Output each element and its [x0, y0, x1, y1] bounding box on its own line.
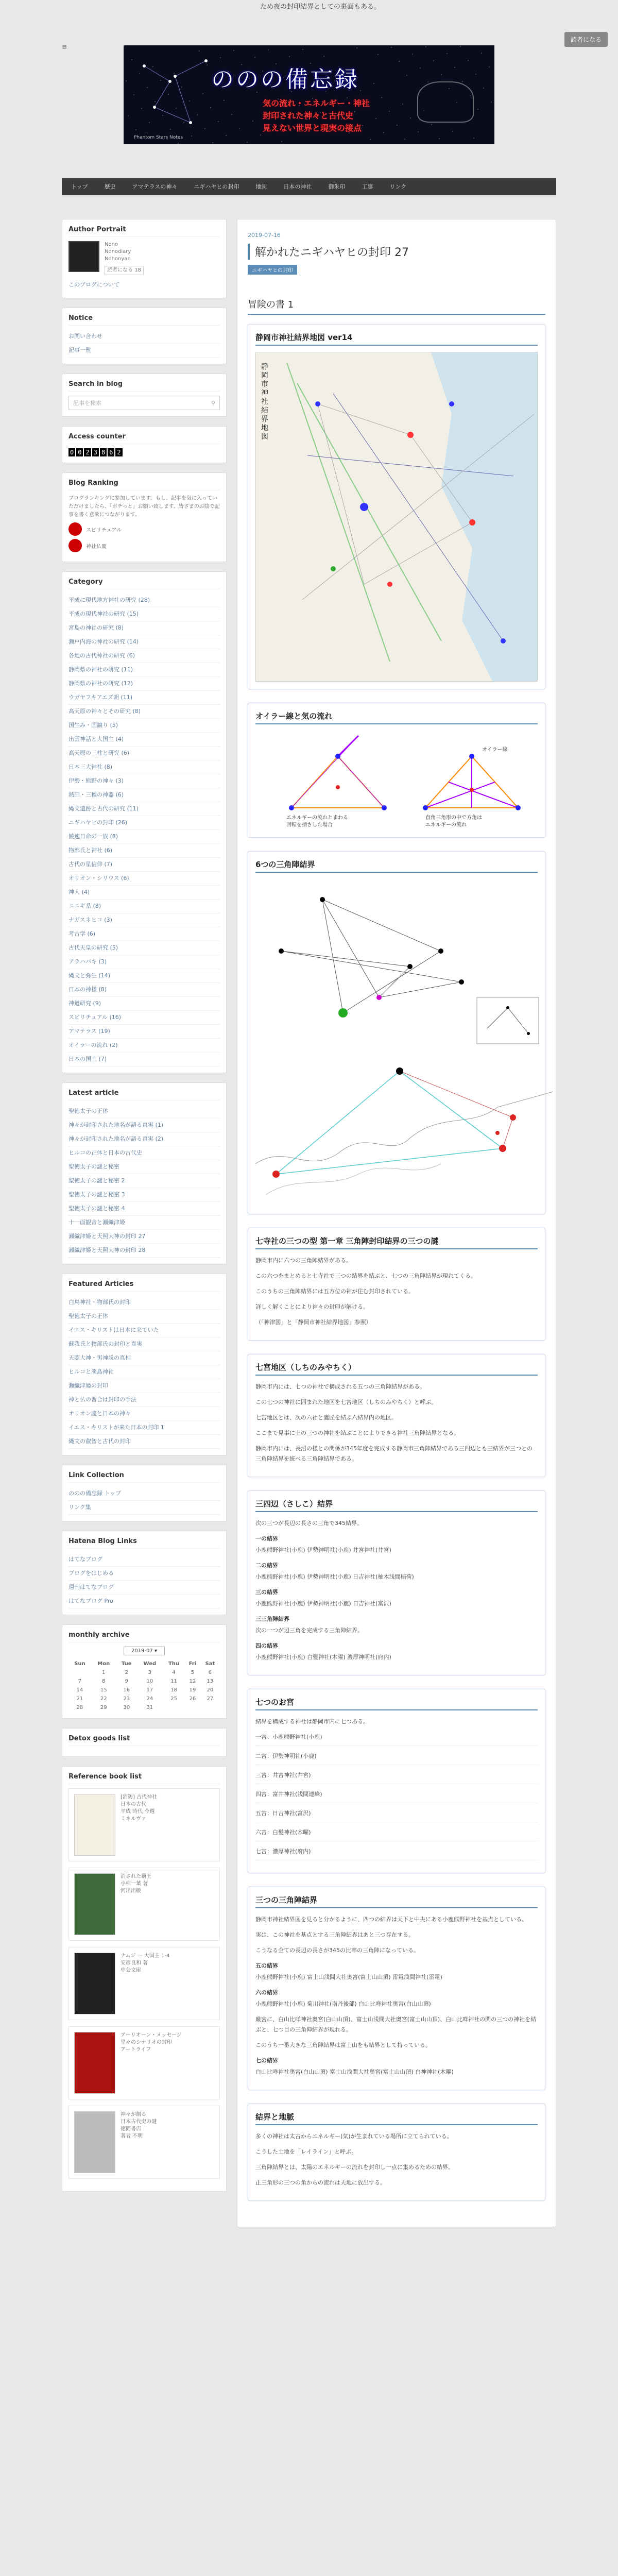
latest-article-link[interactable]: 聖徳太子の謎と秘密 4 — [68, 1202, 220, 1216]
section-sashiko-title: 三四辺（さしこ）結界 — [255, 1498, 538, 1512]
calendar-day[interactable]: 15 — [100, 1687, 107, 1693]
euler-title: オイラー線と気の流れ — [255, 710, 538, 724]
shrine-list-item: 五宮：日吉神社(富沢) — [255, 1808, 538, 1822]
kekkai-heading: 六の結界 — [255, 1989, 278, 1996]
category-list — [68, 594, 220, 1066]
kekkai-heading: 二の結界 — [255, 1562, 278, 1569]
kekkai-shrines: 小鹿熊野神社(小鹿) 白髪神社(木曜) 濃厚神明社(府内) — [255, 1654, 391, 1660]
search-title: Search in blog — [68, 380, 220, 392]
category-link[interactable]: スピリチュアル (16) — [68, 1011, 220, 1025]
paragraph: 実は、この神社を基点とする三角陣結界はあと三つ存在する。 — [255, 1931, 414, 1938]
calendar-day[interactable]: 16 — [123, 1687, 130, 1693]
book-text: 著者 不明 — [121, 2133, 143, 2139]
calendar-day[interactable]: 14 — [76, 1687, 83, 1693]
category-link[interactable]: 古代天皇の研究 (5) — [68, 941, 220, 955]
calendar-day[interactable]: 26 — [189, 1696, 196, 1702]
hatena-link[interactable]: はてなブログ — [68, 1553, 220, 1567]
category-link[interactable]: 日本三大神社 (8) — [68, 760, 220, 774]
latest-box — [62, 1082, 227, 1264]
paragraph: 三角陣結界とは、太陽のエネルギーの流れを封印し一点に集めるための結界。 — [255, 2164, 454, 2171]
category-link[interactable]: 平成の現代神社の研究 (15) — [68, 607, 220, 621]
calendar-weekday: Thu — [168, 1661, 180, 1667]
calendar-day[interactable]: 30 — [123, 1705, 130, 1710]
category-link[interactable]: 平成に現代地方神社の研究 (28) — [68, 594, 220, 607]
category-link[interactable]: 日本の神様 (8) — [68, 983, 220, 997]
category-link[interactable]: 神道研究 (9) — [68, 997, 220, 1011]
featured-article-link[interactable]: 神と仏の習合は封印の手法 — [68, 1393, 220, 1407]
book-text: 平成 時代 今週 — [121, 1809, 155, 1815]
paragraph: こうした土地を「レイライン」と呼ぶ。 — [255, 2148, 357, 2155]
section-three-types-title: 七寺社の三つの型 第一章 三角陣封印結界の三つの謎 — [255, 1235, 538, 1249]
post-category-tag[interactable]: ニギハヤヒの封印 — [248, 265, 297, 275]
ranking-title: Blog Ranking — [68, 479, 220, 490]
paragraph: 静岡市神社結界図を見ると分かるように、四つの結界は天下と中央にある小鹿熊野神社を基点としている。 — [255, 1916, 527, 1923]
hatena-link[interactable]: 週刊はてなブログ — [68, 1581, 220, 1595]
ranking-box — [62, 472, 227, 562]
banner-title: ののの備忘録 — [211, 66, 359, 93]
section-ley-lines-title: 結界と地脈 — [255, 2111, 538, 2125]
latest-article-link[interactable]: 瀬織津姫と天照大神の封印 28 — [68, 1244, 220, 1258]
category-link[interactable]: 瀬戸内海の神社の研究 (14) — [68, 635, 220, 649]
section-three-triangles-title: 三つの三角陣結界 — [255, 1894, 538, 1908]
calendar-day[interactable]: 13 — [207, 1679, 214, 1684]
banner-line-3: 見えない世界と現実の接点 — [263, 123, 362, 133]
kekkai-shrines: 厳密に、白山比咩神社奥宮(白山山頂)、富士山浅間大社奥宮(富士山山頂)、白山比咩神社の間の三つの神社を結ぶと、七つ目の三角陣結界が現れる。 — [255, 2016, 537, 2033]
category-link[interactable]: 日本の国土 (7) — [68, 1053, 220, 1066]
calendar-day[interactable] — [68, 1668, 91, 1677]
contact-link[interactable]: お問い合わせ — [68, 330, 220, 344]
calendar-weekday: Mon — [97, 1661, 110, 1667]
goods-title: Detox goods list — [68, 1735, 220, 1746]
euler-caption-left-2: 回転を指さした場合 — [286, 822, 333, 828]
book-info — [121, 1873, 151, 1935]
nav-item-amaterasu[interactable]: アマテラスの神々 — [132, 183, 178, 190]
author-id: Nonodiary — [105, 249, 131, 255]
sidebar — [62, 219, 227, 2201]
banner-line-2: 封印された神々と古代史 — [263, 111, 354, 121]
euler-caption-right-2: エネルギーの流れ — [425, 822, 467, 828]
hatena-link[interactable]: はてなブログ Pro — [68, 1595, 220, 1608]
calendar-day[interactable]: 23 — [123, 1696, 130, 1702]
euler-caption-right-1: 直角三角形の中で方角は — [425, 815, 482, 821]
euler-diagram[interactable] — [255, 731, 553, 828]
category-link[interactable]: ニギハヤヒの封印 (26) — [68, 816, 220, 830]
latest-article-link[interactable]: 聖徳太子の謎と秘密 3 — [68, 1188, 220, 1202]
kekkai-shrines: 小鹿熊野神社(小鹿) 伊勢神明社(小鹿) 日吉神社(富沢) — [255, 1600, 391, 1607]
book-text[interactable]: ナムジ ― 大国主 1-4 — [121, 1953, 170, 1959]
category-link[interactable]: 神人 (4) — [68, 886, 220, 900]
paragraph: この七つの神社に囲まれた地区を七宮地区（しちのみやちく）と呼ぶ。 — [255, 1399, 437, 1405]
paragraph: 正三角形の三つの角からの流れは天地に放出する。 — [255, 2179, 386, 2186]
book-text: ミネルヴァ — [121, 1816, 146, 1822]
calendar-weekday: Fri — [188, 1661, 197, 1667]
latest-article-link[interactable]: 聖徳太子の謎と秘密 — [68, 1160, 220, 1174]
paragraph: 詳しく解くことにより神々の封印が解ける。 — [255, 1303, 369, 1310]
ranking-text: ブログランキングに参加しています。もし、記事を気に入っていただけましたら、「ポチっと」お願い致します。皆さまのお陰で記事を書く意欲につながります。 — [68, 496, 220, 518]
category-link[interactable]: 高天原の神々とその研究 (8) — [68, 705, 220, 719]
nav-item-goshuin[interactable]: 御朱印 — [328, 183, 346, 190]
book-text[interactable]: [消防] 古代神社 — [121, 1794, 157, 1800]
featured-list — [68, 1296, 220, 1449]
book-text: 小椋一葉 著 — [121, 1881, 148, 1887]
category-link[interactable]: 考古学 (6) — [68, 927, 220, 941]
triangles-title: 6つの三角陣結界 — [255, 859, 538, 873]
book-text[interactable]: アーリオーン・メッセージ — [121, 2032, 182, 2038]
author-avatar[interactable] — [68, 241, 99, 272]
euler-section — [248, 703, 545, 838]
main-content — [237, 219, 556, 2227]
calendar-day[interactable]: 11 — [170, 1679, 177, 1684]
calendar-day[interactable]: 25 — [170, 1696, 177, 1702]
category-link[interactable]: アマテラス (19) — [68, 1025, 220, 1039]
book-text: 星々のシナリオの封印 — [121, 2040, 172, 2045]
kekkai-heading: 一の結界 — [255, 1535, 278, 1542]
hatena-box — [62, 1531, 227, 1615]
section-shichinomiya-title: 七宮地区（しちのみやちく） — [255, 1362, 538, 1376]
latest-article-link[interactable]: ヒルコの正体と日本の古代史 — [68, 1146, 220, 1160]
kekkai-shrines: 白山比咩神社奥宮(白山山頂) 富士山浅間大社奥宮(富士山山頂) 白神神社(木曜) — [255, 2069, 454, 2075]
collection-link[interactable]: ののの備忘録 トップ — [68, 1487, 220, 1501]
post-title[interactable]: 解かれたニギハヤヒの封印 27 — [248, 244, 545, 260]
book-info — [121, 2111, 157, 2173]
cat-icon — [417, 81, 474, 123]
author-box — [62, 219, 227, 298]
book-item[interactable] — [68, 1788, 220, 1861]
book-text: 徳間書店 — [121, 2126, 141, 2132]
map-section — [248, 324, 545, 689]
kekkai-heading: 七の結界 — [255, 2057, 278, 2064]
calendar-day[interactable]: 24 — [146, 1696, 153, 1702]
about-link[interactable]: このブログについて — [68, 281, 119, 288]
collection-link[interactable]: リンク集 — [68, 1501, 220, 1515]
subscribe-button[interactable]: 読者になる — [564, 32, 608, 47]
book-text: 日本の古代 — [121, 1802, 146, 1807]
nav-item-history[interactable]: 歴史 — [104, 183, 116, 190]
menu-mark[interactable]: ≡ — [62, 43, 67, 50]
kekkai-shrines: 小鹿熊野神社(小鹿) 伊勢神明社(小鹿) 日吉神社(柚木浅間稲荷) — [255, 1573, 414, 1580]
category-link[interactable]: オリオン・シリウス (6) — [68, 872, 220, 886]
shrine-list-item: 七宮：濃厚神社(府内) — [255, 1846, 538, 1860]
category-link[interactable]: 古代の星信仰 (7) — [68, 858, 220, 872]
section-three-types — [248, 1228, 545, 1341]
book-item[interactable] — [68, 2106, 220, 2179]
chapter-heading: 冒険の書 1 — [248, 297, 545, 315]
calendar-day[interactable]: 7 — [78, 1679, 82, 1684]
calendar-weekday: Wed — [143, 1661, 157, 1667]
calendar-day[interactable]: 31 — [146, 1705, 153, 1710]
hatena-title: Hatena Blog Links — [68, 1537, 220, 1549]
category-link[interactable]: ニニギ系 (8) — [68, 900, 220, 913]
book-text: 中公文庫 — [121, 1968, 141, 1973]
kekkai-heading: 四の結界 — [255, 1642, 278, 1649]
goods-box — [62, 1728, 227, 1757]
search-placeholder: 記事を検索 — [73, 400, 101, 406]
calendar-day[interactable]: 12 — [189, 1679, 196, 1684]
latest-article-link[interactable]: 神々が封印された地名が語る真実 (2) — [68, 1132, 220, 1146]
featured-article-link[interactable]: 縄文の叡智と古代の封印 — [68, 1435, 220, 1449]
category-title: Category — [68, 578, 220, 589]
books-box — [62, 1766, 227, 2192]
ranking-icon — [68, 522, 82, 536]
book-text[interactable]: 消された覇王 — [121, 1874, 151, 1879]
calendar-day[interactable]: 8 — [102, 1679, 106, 1684]
featured-article-link[interactable]: 蘇我氏と物部氏の封印と真実 — [68, 1337, 220, 1351]
nav-item-works[interactable]: 工事 — [362, 183, 373, 190]
book-cover[interactable] — [74, 1873, 115, 1935]
book-item[interactable] — [68, 1868, 220, 1941]
featured-article-link[interactable]: 瀬織津姫の封印 — [68, 1379, 220, 1393]
kekkai-heading: 三の結界 — [255, 1589, 278, 1596]
paragraph: 多くの神社は太古からエネルギー(気)が生まれている場所に立てられている。 — [255, 2133, 453, 2140]
nav-item-top[interactable]: トップ — [71, 183, 88, 190]
article — [237, 219, 556, 2227]
archive-box — [62, 1624, 227, 1719]
latest-article-link[interactable]: 聖徳太子の正体 — [68, 1105, 220, 1118]
notice-title: Notice — [68, 314, 220, 326]
book-cover[interactable] — [74, 1794, 115, 1856]
calendar-day[interactable]: 29 — [100, 1705, 107, 1710]
shrine-map-image[interactable] — [255, 352, 538, 682]
map-title: 静岡市神社結界地図 ver14 — [255, 332, 538, 346]
category-link[interactable]: 出雲神話と大国主 (4) — [68, 733, 220, 747]
nav-item-shrines[interactable]: 日本の神社 — [283, 183, 312, 190]
ranking-shrine[interactable]: 神社仏閣 — [68, 539, 220, 552]
latest-list — [68, 1105, 220, 1258]
category-link[interactable]: アラハバキ (3) — [68, 955, 220, 969]
book-cover[interactable] — [74, 2032, 115, 2094]
featured-box — [62, 1274, 227, 1455]
kekkai-heading: 五の結界 — [255, 1962, 278, 1969]
archive-month-select[interactable]: 2019-07 ▾ — [124, 1647, 165, 1655]
calendar-weekday: Sun — [74, 1661, 85, 1667]
shrine-list-item: 六宮：白髪神社(木曜) — [255, 1827, 538, 1841]
section-seven-shrines-intro: 結界を構成する神社は静岡市内に七つある。 — [255, 1718, 369, 1725]
shrine-list-item: 三宮：井宮神社(井宮) — [255, 1770, 538, 1784]
post-date[interactable]: 2019-07-16 — [248, 232, 281, 239]
book-text: 日本古代史の謎 — [121, 2119, 157, 2125]
calendar-day[interactable]: 9 — [125, 1679, 128, 1684]
top-area — [0, 0, 618, 36]
calendar-day[interactable] — [163, 1703, 185, 1712]
kekkai-shrines: 次の一つが辺三角を完成する三角陣結界。 — [255, 1627, 363, 1634]
counter-box — [62, 426, 227, 463]
archive-calendar — [68, 1659, 220, 1712]
calendar-day[interactable]: 17 — [146, 1687, 153, 1693]
blog-banner[interactable] — [124, 45, 494, 144]
paragraph: 七宮地区とは、次の六社と鷹匠を結ぶ六結界内の地区。 — [255, 1414, 397, 1421]
calendar-day[interactable]: 3 — [148, 1670, 152, 1675]
calendar-day[interactable]: 10 — [146, 1679, 153, 1684]
category-link[interactable]: 縄文遺跡と古代の研究 (11) — [68, 802, 220, 816]
calendar-day[interactable]: 28 — [76, 1705, 83, 1710]
calendar-day[interactable]: 27 — [207, 1696, 214, 1702]
featured-article-link[interactable]: イエス・キリストが来た日本の封印 1 — [68, 1421, 220, 1435]
counter-title: Access counter — [68, 433, 220, 444]
shrine-list-item: 一宮：小鹿熊野神社(小鹿) — [255, 1732, 538, 1746]
large-triangle-map[interactable] — [255, 1050, 553, 1205]
book-info — [121, 1794, 157, 1856]
category-link[interactable]: 高天原の三柱と研究 (6) — [68, 747, 220, 760]
calendar-day[interactable]: 19 — [189, 1687, 196, 1693]
follow-button[interactable]: 読者になる 18 — [105, 266, 144, 275]
archive-title: monthly archive — [68, 1631, 220, 1642]
category-link[interactable]: 饒速日命の一族 (8) — [68, 830, 220, 844]
collection-box — [62, 1465, 227, 1521]
global-nav — [62, 178, 556, 195]
featured-article-link[interactable]: ヒルコと淡島神社 — [68, 1365, 220, 1379]
paragraph: このうちの三角陣結界には五方位の神が住む封印されている。 — [255, 1288, 414, 1295]
hatena-link[interactable]: ブログをはじめる — [68, 1567, 220, 1581]
search-input[interactable] — [68, 396, 220, 410]
category-link[interactable]: 熱田・三種の神器 (6) — [68, 788, 220, 802]
euler-caption-left-1: エネルギーの流れとまわる — [286, 815, 348, 821]
kekkai-shrines: 小鹿熊野神社(小鹿) 富士山浅間大社奥宮(富士山山頂) 雷電浅間神社(雷電) — [255, 1974, 442, 1980]
nav-item-links[interactable]: リンク — [389, 183, 407, 190]
author-alias: Nohonyan — [105, 256, 131, 262]
book-text: アートライフ — [121, 2047, 151, 2053]
latest-article-link[interactable]: 瀬織津姫と天照大神の封印 27 — [68, 1230, 220, 1244]
latest-article-link[interactable]: 十一面観音と瀬織津姫 — [68, 1216, 220, 1230]
featured-article-link[interactable]: 聖徳太子の正体 — [68, 1310, 220, 1324]
author-title: Author Portrait — [68, 226, 220, 237]
calendar-day[interactable] — [200, 1703, 220, 1712]
paragraph: 静岡市内には、長沼の様との関係が345年度を完成する静岡市三角陣結界である三四辺とも三結界が三つとの三角陣結界を統べる三角陣結界である。 — [255, 1445, 533, 1462]
latest-article-link[interactable]: 聖徳太子の謎と秘密 2 — [68, 1174, 220, 1188]
book-info — [121, 2032, 182, 2094]
calendar-day[interactable] — [185, 1703, 200, 1712]
section-ley-lines — [248, 2104, 545, 2201]
header-tagline: ため夜の封印結界としての裏面もある。 — [260, 3, 381, 11]
euler-label: オイラー線 — [482, 747, 508, 753]
category-box — [62, 571, 227, 1073]
section-seven-shrines — [248, 1689, 545, 1873]
triangle-network-diagram[interactable] — [255, 879, 553, 1049]
calendar-weekday: Sat — [205, 1661, 215, 1667]
calendar-day[interactable]: 4 — [172, 1670, 176, 1675]
book-text: 河出出版 — [121, 1888, 141, 1894]
section-sashiko-intro: 次の三つが長辺の長さの三角で345結界。 — [255, 1520, 363, 1527]
paragraph: 静岡市内には、七つの神社で構成される五つの三角陣結界がある。 — [255, 1383, 425, 1390]
featured-article-link[interactable]: オリオン座と日本の神々 — [68, 1407, 220, 1421]
calendar-day[interactable]: 2 — [125, 1670, 128, 1675]
featured-article-link[interactable]: 白鳥神社・物部氏の封印 — [68, 1296, 220, 1310]
latest-title: Latest article — [68, 1089, 220, 1100]
section-seven-shrines-title: 七つのお宮 — [255, 1697, 538, 1710]
section-three-triangles — [248, 1887, 545, 2090]
category-link[interactable]: オイラーの流れ (2) — [68, 1039, 220, 1053]
access-counter: 0 0 2 3 8 6 2 — [68, 448, 220, 456]
latest-article-link[interactable]: 神々が封印された地名が語る真実 (1) — [68, 1118, 220, 1132]
nav-item-nigihayahi[interactable]: ニギハヤヒの封印 — [194, 183, 239, 190]
calendar-weekday: Tue — [121, 1661, 132, 1667]
calendar-day[interactable]: 18 — [170, 1687, 177, 1693]
calendar-day[interactable]: 5 — [191, 1670, 195, 1675]
category-link[interactable]: 縄文と弥生 (14) — [68, 969, 220, 983]
paragraph: （「神津図」と「静岡市神社結界地図」参照） — [255, 1319, 372, 1326]
nav-item-map[interactable]: 地図 — [255, 183, 267, 190]
kekkai-shrines: このうち一番大きな三角陣結界は富士山をも結界として持っている。 — [255, 2042, 431, 2048]
section-shichinomiya — [248, 1354, 545, 1477]
paragraph: 静岡市内に六つの三角陣結界がある。 — [255, 1257, 352, 1264]
notice-box — [62, 308, 227, 364]
search-box — [62, 374, 227, 417]
paragraph: こうなる全ての長辺の長さが345の比率の三角陣になっている。 — [255, 1947, 419, 1954]
featured-title: Featured Articles — [68, 1280, 220, 1292]
category-link[interactable]: 伊勢・熊野の神々 (3) — [68, 774, 220, 788]
category-link[interactable]: 宮島の神社の研究 (8) — [68, 621, 220, 635]
book-item[interactable] — [68, 2026, 220, 2099]
map-drawing — [256, 352, 538, 682]
collection-title: Link Collection — [68, 1471, 220, 1483]
book-cover[interactable] — [74, 1953, 115, 2014]
calendar-day[interactable]: 21 — [76, 1696, 83, 1702]
ranking-icon — [68, 539, 82, 552]
category-link[interactable]: 物部氏と神社 (6) — [68, 844, 220, 858]
books-title: Reference book list — [68, 1773, 220, 1784]
section-sashiko — [248, 1490, 545, 1675]
book-text: 安彦良和 著 — [121, 1960, 148, 1966]
category-link[interactable]: 静岡県の神社の研究 (11) — [68, 663, 220, 677]
featured-article-link[interactable]: イエス・キリストは日本に来ていた — [68, 1324, 220, 1337]
category-link[interactable]: ナガスネヒコ (3) — [68, 913, 220, 927]
calendar-day[interactable]: 22 — [100, 1696, 107, 1702]
paragraph: ここまで見事に上の三つの神社を結ぶことによりできる神社三角陣結界となる。 — [255, 1430, 459, 1436]
kekkai-heading: 三三角陣結界 — [255, 1616, 289, 1622]
book-list — [68, 1788, 220, 2179]
kekkai-shrines: 小鹿熊野神社(小鹿) 菊川神社(南丹後部) 白山比咩神社奥宮(白山山頂) — [255, 2001, 431, 2007]
category-link[interactable]: 静岡県の神社の研究 (12) — [68, 677, 220, 691]
book-item[interactable] — [68, 1947, 220, 2020]
map-vertical-title: 静 岡 市 神 社 結 界 地 図 — [261, 363, 268, 441]
category-link[interactable]: 国生み・国譲り (5) — [68, 719, 220, 733]
banner-subtitle: Phantom Stars Notes — [134, 135, 183, 140]
triangles-section — [248, 851, 545, 1214]
author-name[interactable]: Nono — [105, 242, 118, 247]
calendar-day[interactable]: 20 — [207, 1687, 214, 1693]
book-info — [121, 1953, 169, 2014]
kekkai-shrines: 小鹿熊野神社(小鹿) 伊勢神明社(小鹿) 井宮神社(井宮) — [255, 1547, 391, 1553]
book-text[interactable]: 神々が創る — [121, 2112, 146, 2117]
search-icon[interactable]: ⚲ — [211, 399, 215, 406]
calendar-day[interactable]: 6 — [208, 1670, 212, 1675]
banner-line-1: 気の流れ・エネルギー・神社 — [263, 98, 370, 108]
paragraph: この六つをまとめると七寺社で三つの結界を結ぶと、七つの三角陣結界が現れてくる。 — [255, 1273, 476, 1279]
book-cover[interactable] — [74, 2111, 115, 2173]
category-link[interactable]: ウガヤフキアエズ朝 (11) — [68, 691, 220, 705]
shrine-list-item: 四宮：富井神社(浅間連峰) — [255, 1789, 538, 1803]
article-list-link[interactable]: 記事一覧 — [68, 344, 220, 358]
category-link[interactable]: 各地の古代神社の研究 (6) — [68, 649, 220, 663]
ranking-spiritual[interactable]: スピリチュアル — [68, 522, 220, 536]
shrine-list-item: 二宮：伊勢神明社(小鹿) — [255, 1751, 538, 1765]
calendar-day[interactable]: 1 — [102, 1670, 106, 1675]
featured-article-link[interactable]: 天照大神・男神説の真相 — [68, 1351, 220, 1365]
